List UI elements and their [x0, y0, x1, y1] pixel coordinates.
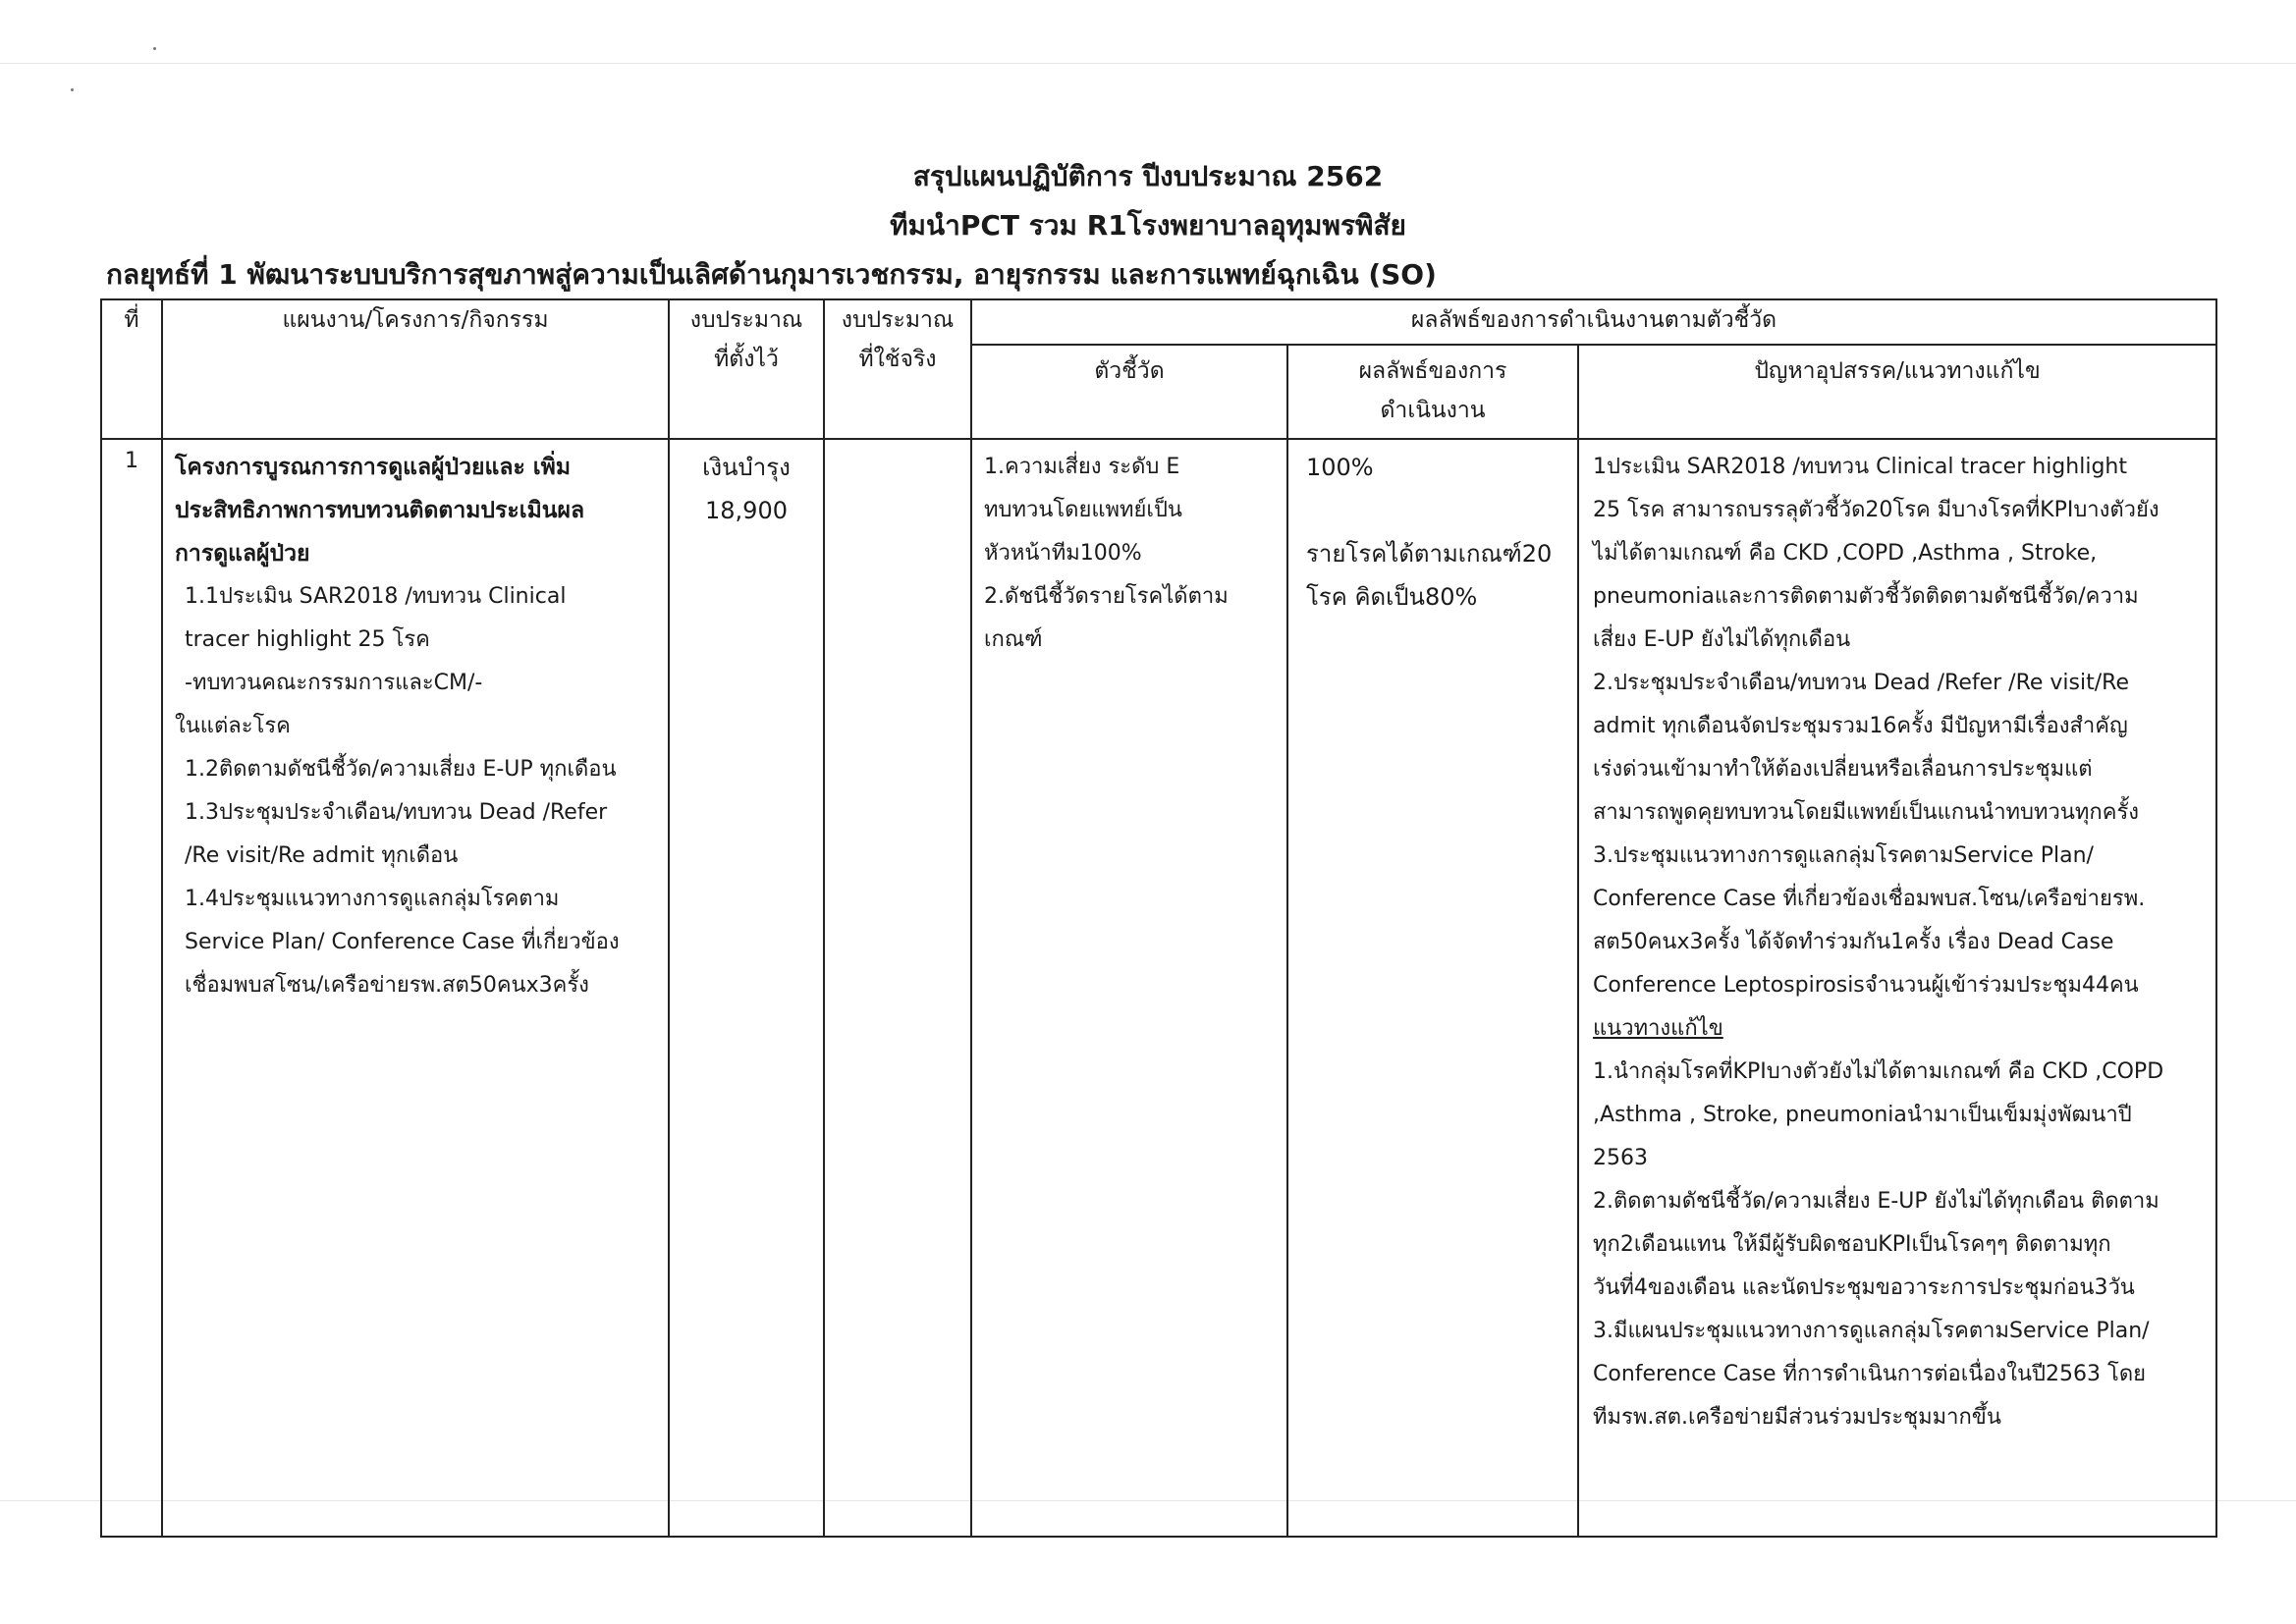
plan-item-line: tracer highlight 25 โรค [185, 627, 430, 652]
plan-item-line: /Re visit/Re admit ทุกเดือน [185, 843, 459, 868]
header-budget-used-line: งบประมาณ [841, 307, 955, 333]
problem-line: เร่งด่วนเข้ามาทำให้ต้องเปลี่ยนหรือเลื่อนการประชุมแต่ [1593, 757, 2093, 782]
plan-cell [162, 439, 669, 1537]
plan-item-line: 1.4ประชุมแนวทางการดูแลกลุ่มโรคตาม [185, 887, 560, 911]
problem-line: เสี่ยง E-UP ยังไม่ได้ทุกเดือน [1593, 627, 1851, 652]
scan-speck [153, 47, 156, 50]
outcome-line: โรค คิดเป็น80% [1306, 583, 1478, 611]
problem-line: 2.ประชุมประจำเดือน/ทบทวน Dead /Refer /Re visit/Re [1593, 671, 2129, 695]
problem-line: สามารถพูดคุยทบทวนโดยมีแพทย์เป็นแกนนำทบทวนทุกครั้ง [1593, 800, 2140, 825]
solution-line: 2563 [1593, 1146, 1648, 1170]
header-budget-set [669, 299, 824, 439]
header-no: ที่ [101, 299, 162, 439]
solution-line: ทีมรพ.สต.เครือข่ายมีส่วนร่วมประชุมมากขึ้น [1593, 1405, 2001, 1430]
problem-line: สต50คนx3ครั้ง ได้จัดทำร่วมกัน1ครั้ง เรื่อง Dead Case [1593, 930, 2114, 954]
budget-set-cell [669, 439, 824, 1537]
problem-line: 25 โรค สามารถบรรลุตัวชี้วัด20โรค มีบางโรคที่KPIบางตัวยัง [1593, 498, 2159, 522]
indicator-line: 1.ความเสี่ยง ระดับ E [984, 455, 1180, 479]
header-budget-set-line: งบประมาณ [689, 307, 803, 333]
budget-used-cell [824, 439, 971, 1537]
plan-item-line: 1.2ติดตามดัชนีชี้วัด/ความเสี่ยง E-UP ทุกเดือน [185, 757, 617, 782]
row-number: 1 [101, 439, 162, 1537]
header-budget-used [824, 299, 971, 439]
header-problems: ปัญหาอุปสรรค/แนวทางแก้ไข [1578, 345, 2216, 439]
outcome-line: 100% [1306, 454, 1374, 481]
document-subtitle: ทีมนำPCT รวม R1โรงพยาบาลอุทุมพรพิสัย [890, 209, 1406, 242]
indicator-cell [971, 439, 1287, 1537]
problem-line: pneumoniaและการติดตามตัวชี้วัดติดตามดัชนีชี้วัด/ความ [1593, 584, 2139, 609]
header-outcome-line: ผลลัพธ์ของการ [1358, 358, 1507, 384]
indicator-line: หัวหน้าทีม100% [984, 541, 1142, 566]
header-results-group: ผลลัพธ์ของการดำเนินงานตามตัวชี้วัด [971, 299, 2216, 345]
problem-line: admit ทุกเดือนจัดประชุมรวม16ครั้ง มีปัญหามีเรื่องสำคัญ [1593, 714, 2128, 738]
solution-line: Conference Case ที่การดำเนินการต่อเนื่องในปี2563 โดย [1593, 1362, 2146, 1386]
problem-line: Conference Case ที่เกี่ยวข้องเชื่อมพบส.โซน/เครือข่ายรพ. [1593, 887, 2146, 911]
solution-line: วันที่4ของเดือน และนัดประชุมขอวาระการประชุมก่อน3วัน [1593, 1275, 2135, 1300]
indicator-line: เกณฑ์ [984, 627, 1043, 652]
header-row-1 [101, 299, 2216, 345]
problem-line: Conference Leptospirosisจำนวนผู้เข้าร่วมประชุม44คน [1593, 973, 2139, 998]
header-outcome-line: ดำเนินงาน [1380, 398, 1486, 423]
plan-title-line: โครงการบูรณการการดูแลผู้ป่วยและ เพิ่ม [175, 455, 571, 480]
scan-edge-top [0, 63, 2296, 64]
strategy-heading: กลยุทธ์ที่ 1 พัฒนาระบบบริการสุขภาพสู่ความเป็นเลิศด้านกุมารเวชกรรม, อายุรกรรม และการแพทย์ฉุกเฉิน (SO) [106, 258, 1437, 291]
solutions-heading: แนวทางแก้ไข [1593, 1016, 1723, 1041]
action-plan-table [100, 298, 2217, 1538]
document-title: สรุปแผนปฏิบัติการ ปีงบประมาณ 2562 [912, 160, 1384, 192]
problem-line: ไม่ได้ตามเกณฑ์ คือ CKD ,COPD ,Asthma , Stroke, [1593, 541, 2098, 566]
problem-line: 3.ประชุมแนวทางการดูแลกลุ่มโรคตามService Plan/ [1593, 843, 2094, 868]
plan-title-line: การดูแลผู้ป่วย [175, 541, 310, 567]
solution-line: 1.นำกลุ่มโรคที่KPIบางตัวยังไม่ได้ตามเกณฑ์ คือ CKD ,COPD [1593, 1059, 2164, 1084]
solution-line: 3.มีแผนประชุมแนวทางการดูแลกลุ่มโรคตามService Plan/ [1593, 1319, 2150, 1343]
header-budget-set-line: ที่ตั้งไว้ [714, 347, 779, 372]
scan-speck [71, 88, 74, 91]
header-plan: แผนงาน/โครงการ/กิจกรรม [162, 299, 669, 439]
indicator-line: 2.ดัชนีชี้วัดรายโรคได้ตาม [984, 584, 1229, 609]
solution-line: ,Asthma , Stroke, pneumoniaนำมาเป็นเข็มมุ่งพัฒนาปี [1593, 1103, 2132, 1127]
header-indicator: ตัวชี้วัด [971, 345, 1287, 439]
plan-item-line: -ทบทวนคณะกรรมการและCM/- [185, 671, 483, 695]
plan-title-line: ประสิทธิภาพการทบทวนติดตามประเมินผล [175, 498, 585, 523]
plan-item-line: 1.1ประเมิน SAR2018 /ทบทวน Clinical [185, 584, 567, 609]
solution-line: ทุก2เดือนแทน ให้มีผู้รับผิดชอบKPIเป็นโรคๆๆ ติดตามทุก [1593, 1232, 2111, 1257]
indicator-line: ทบทวนโดยแพทย์เป็น [984, 498, 1182, 522]
plan-item-line: Service Plan/ Conference Case ที่เกี่ยวข้อง [185, 930, 620, 954]
plan-item-line: เชื่อมพบสโซน/เครือข่ายรพ.สต50คนx3ครั้ง [185, 973, 589, 998]
budget-amount: 18,900 [705, 497, 788, 524]
header-budget-used-line: ที่ใช้จริง [858, 347, 937, 372]
solution-line: 2.ติดตามดัชนีชี้วัด/ความเสี่ยง E-UP ยังไม่ได้ทุกเดือน ติดตาม [1593, 1189, 2159, 1214]
table-row [101, 439, 2216, 1537]
problems-cell [1578, 439, 2216, 1537]
budget-source: เงินบำรุง [702, 454, 791, 481]
outcome-cell [1287, 439, 1578, 1537]
outcome-line: รายโรคได้ตามเกณฑ์20 [1306, 540, 1553, 568]
header-outcome [1287, 345, 1578, 439]
problem-line: 1ประเมิน SAR2018 /ทบทวน Clinical tracer highlight [1593, 455, 2127, 479]
plan-item-line: 1.3ประชุมประจำเดือน/ทบทวน Dead /Refer [185, 800, 608, 825]
plan-item-line: ในแต่ละโรค [175, 714, 291, 738]
